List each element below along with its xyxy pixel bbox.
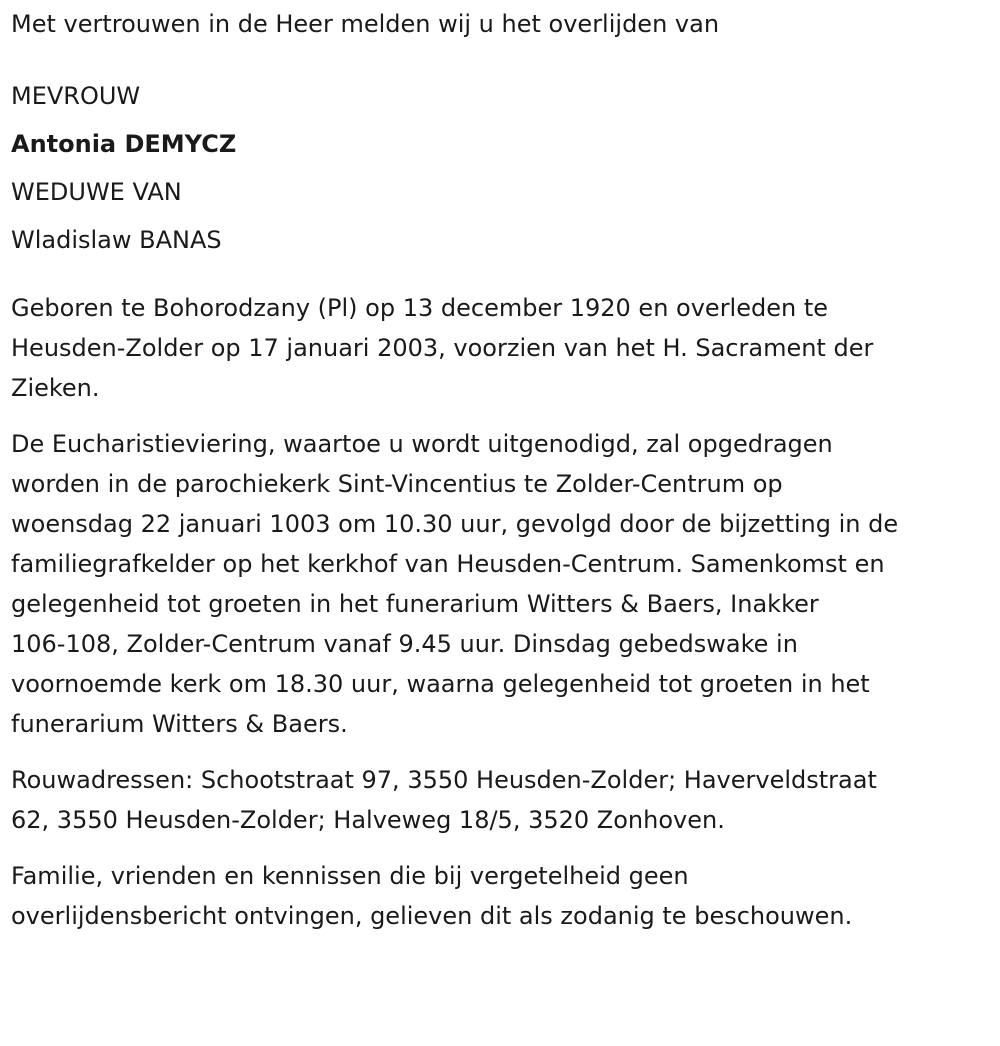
paragraph-line: funerarium Witters & Baers. [11,710,348,738]
closing-paragraph [11,856,990,936]
paragraph-line: Familie, vrienden en kennissen die bij vergetelheid geen [11,862,689,890]
obituary-notice [11,0,990,936]
paragraph-line: Geboren te Bohorodzany (Pl) op 13 december 1920 en overleden te [11,294,829,322]
paragraph-line: worden in de parochiekerk Sint-Vincentius te Zolder-Centrum op [11,470,783,498]
intro-text: Met vertrouwen in de Heer melden wij u het overlijden van [11,10,720,38]
paragraph-line: overlijdensbericht ontvingen, gelieven dit als zodanig te beschouwen. [11,902,853,930]
paragraph-line: Zieken. [11,374,100,402]
deceased-name: Antonia DEMYCZ [11,130,237,158]
paragraph-line: Rouwadressen: Schootstraat 97, 3550 Heusden-Zolder; Haverveldstraat [11,766,877,794]
salutation: MEVROUW [11,82,141,110]
birth-death-paragraph [11,288,990,408]
widow-of-label: WEDUWE VAN [11,178,182,206]
addresses-paragraph [11,760,990,840]
paragraph-line: De Eucharistieviering, waartoe u wordt uitgenodigd, zal opgedragen [11,430,833,458]
deceased-block [11,72,990,264]
paragraph-line: gelegenheid tot groeten in het funerarium Witters & Baers, Inakker [11,590,819,618]
paragraph-line: Heusden-Zolder op 17 januari 2003, voorzien van het H. Sacrament der [11,334,874,362]
paragraph-line: woensdag 22 januari 1003 om 10.30 uur, gevolgd door de bijzetting in de [11,510,899,538]
paragraph-line: 62, 3550 Heusden-Zolder; Halveweg 18/5, 3520 Zonhoven. [11,806,725,834]
ceremony-paragraph [11,424,990,744]
paragraph-line: 106-108, Zolder-Centrum vanaf 9.45 uur. Dinsdag gebedswake in [11,630,798,658]
paragraph-line: voornoemde kerk om 18.30 uur, waarna gelegenheid tot groeten in het [11,670,870,698]
paragraph-line: familiegrafkelder op het kerkhof van Heusden-Centrum. Samenkomst en [11,550,885,578]
spouse-name: Wladislaw BANAS [11,226,222,254]
